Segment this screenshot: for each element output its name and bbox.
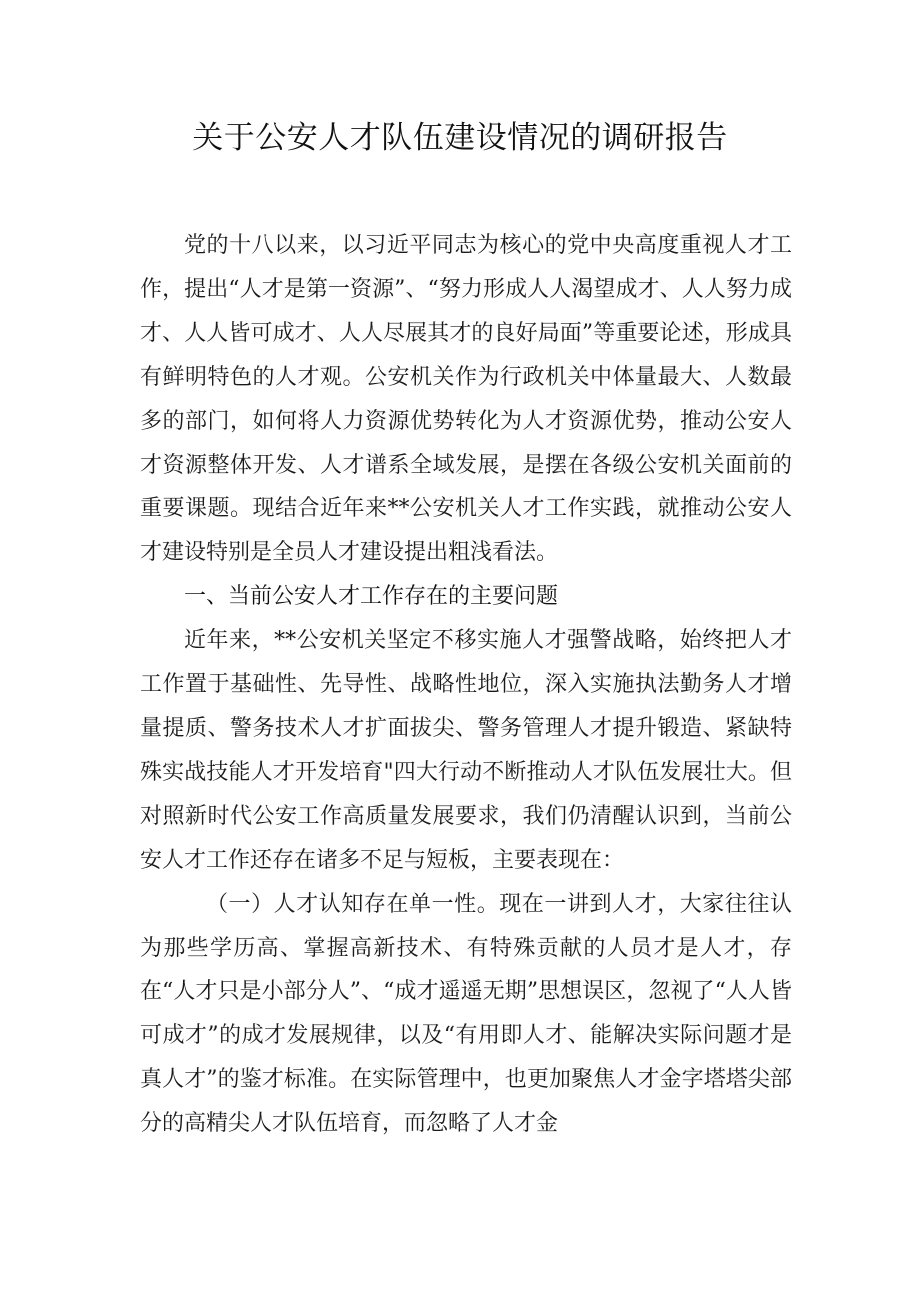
subsection-paragraph: （一）人才认知存在单一性。现在一讲到人才，大家往往认为那些学历高、掌握高新技术、有特殊贡献的人员才是人才，存在“人才只是小部分人”、“成才遥遥无期”思想误区，忽视了“人人皆可成才”的成才发展规律，以及“有用即人才、能解决实际问题才是真人才”的鉴才标准。在实际管理中，也更加聚焦人才金字塔塔尖部分的高精尖人才队伍培育，而忽略了人才金 — [140, 891, 792, 1137]
document-body — [140, 224, 792, 1146]
section-body-paragraph: 近年来，**公安机关坚定不移实施人才强警战略，始终把人才工作置于基础性、先导性、战略性地位，深入实施执法勤务人才增量提质、警务技术人才扩面拔尖、警务管理人才提升锻造、紧缺特殊实战技能人才开发培育"四大行动不断推动人才队伍发展壮大。但对照新时代公安工作高质量发展要求，我们仍清醒认识到，当前公安人才工作还存在诸多不足与短板，主要表现在： — [140, 628, 792, 873]
document-title: 关于公安人才队伍建设情况的调研报告 — [192, 120, 728, 156]
section-heading: 一、当前公安人才工作存在的主要问题 — [184, 584, 559, 610]
intro-paragraph: 党的十八以来，以习近平同志为核心的党中央高度重视人才工作，提出“人才是第一资源”、“努力形成人人渴望成才、人人努力成才、人人皆可成才、人人尽展其才的良好局面”等重要论述，形成具有鲜明特色的人才观。公安机关作为行政机关中体量最大、人数最多的部门，如何将人力资源优势转化为人才资源优势，推动公安人才资源整体开发、人才谱系全域发展，是摆在各级公安机关面前的重要课题。现结合近年来**公安机关人才工作实践，就推动公安人才建设特别是全员人才建设提出粗浅看法。 — [140, 233, 792, 566]
